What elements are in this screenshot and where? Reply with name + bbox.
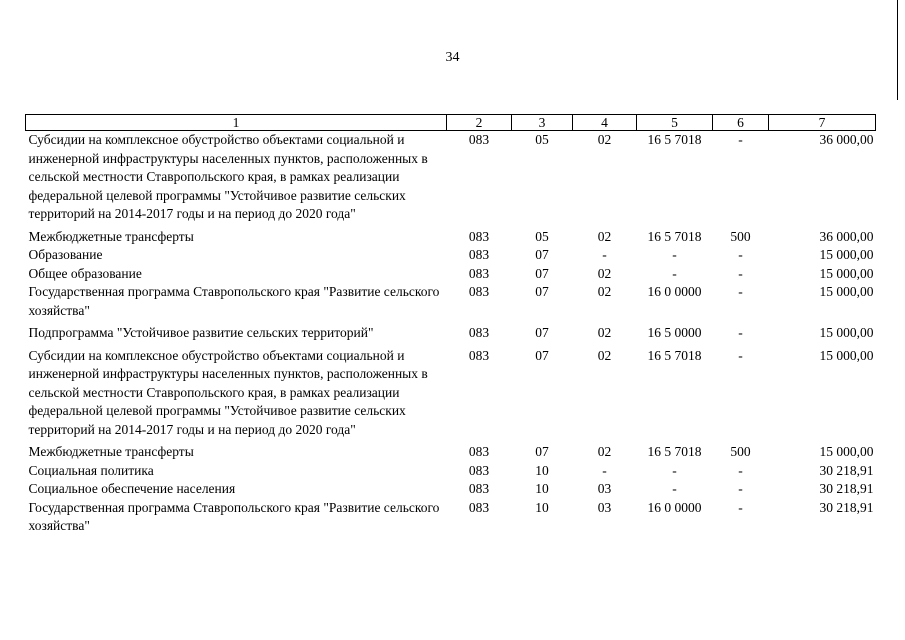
row-subsection: - [602, 462, 607, 478]
row-ministry: 083 [468, 481, 490, 496]
row-ministry: 083 [468, 132, 490, 147]
table-row [26, 462, 876, 481]
row-subsection: 02 [597, 444, 612, 459]
row-ministry: 083 [468, 462, 490, 478]
row-expense: - [738, 132, 743, 147]
header-col-7: 7 [769, 115, 876, 131]
row-section: 07 [535, 247, 549, 262]
row-amount: 30 218,91 [819, 481, 874, 496]
row-amount: 15 000,00 [819, 325, 874, 340]
header-row [26, 115, 876, 131]
row-section: 07 [535, 284, 549, 299]
table-row [26, 480, 876, 499]
row-target: 16 5 7018 [647, 444, 702, 459]
table-row [26, 443, 876, 462]
table-row [26, 324, 876, 347]
header-col-4: 4 [573, 115, 637, 131]
row-section: 07 [535, 444, 549, 459]
row-section: 07 [535, 347, 549, 363]
row-target: - [672, 265, 677, 281]
row-subsection: 03 [597, 481, 612, 496]
row-expense: - [738, 347, 743, 363]
budget-table [25, 114, 876, 536]
row-expense: - [738, 481, 743, 496]
row-ministry: 083 [468, 444, 490, 459]
row-amount: 30 218,91 [819, 499, 874, 515]
row-amount: 15 000,00 [819, 444, 874, 459]
row-name: Межбюджетные трансферты [28, 444, 194, 459]
table-row [26, 283, 876, 324]
table-row [26, 246, 876, 265]
table-row [26, 265, 876, 284]
row-subsection: 03 [597, 499, 612, 515]
row-amount: 15 000,00 [819, 247, 874, 262]
row-ministry: 083 [468, 247, 490, 262]
row-subsection: 02 [597, 265, 612, 281]
header-col-1: 1 [26, 115, 447, 131]
table-row [26, 228, 876, 247]
row-section: 05 [535, 132, 549, 147]
row-expense: - [738, 247, 743, 262]
row-name: Межбюджетные трансферты [28, 228, 194, 244]
row-section: 07 [535, 265, 549, 281]
row-target: 16 5 0000 [647, 325, 702, 340]
row-amount: 15 000,00 [819, 284, 874, 299]
row-name: Государственная программа Ставропольского края "Развитие сельского хозяйства" [28, 284, 440, 318]
row-name: Социальное обеспечение населения [28, 481, 236, 496]
row-section: 10 [535, 481, 549, 496]
row-name: Социальная политика [28, 462, 154, 478]
header-col-5: 5 [637, 115, 713, 131]
header-col-2: 2 [447, 115, 512, 131]
row-name: Образование [28, 247, 103, 262]
row-subsection: 02 [597, 284, 612, 299]
table-row [26, 499, 876, 536]
row-expense: - [738, 325, 743, 340]
row-expense: - [738, 462, 743, 478]
header-col-3: 3 [512, 115, 573, 131]
row-subsection: 02 [597, 228, 612, 244]
row-amount: 36 000,00 [819, 228, 874, 244]
row-subsection: 02 [597, 132, 612, 147]
row-target: 16 5 7018 [647, 132, 702, 147]
row-name: Субсидии на комплексное обустройство объектами социальной и инженерной инфраструктуры населенных пунктов, расположенных в сельской местности Ставропольского края, в рамках реализации федеральной целевой программы "Устойчивое развитие сельских территорий на 2014-2017 годы и на период до 2020 года" [28, 132, 428, 221]
row-ministry: 083 [468, 228, 490, 244]
row-name: Государственная программа Ставропольского края "Развитие сельского хозяйства" [28, 499, 440, 533]
row-name: Общее образование [28, 265, 142, 281]
row-amount: 36 000,00 [819, 132, 874, 147]
row-name: Субсидии на комплексное обустройство объектами социальной и инженерной инфраструктуры населенных пунктов, расположенных в сельской местности Ставропольского края, в рамках реализации федеральной целевой программы "Устойчивое развитие сельских территорий на 2014-2017 годы и на период до 2020 года" [28, 347, 428, 437]
row-ministry: 083 [468, 265, 490, 281]
row-expense: - [738, 499, 743, 515]
page-number: 34 [445, 50, 460, 65]
row-target: - [672, 481, 677, 496]
row-subsection: 02 [597, 325, 612, 340]
row-section: 10 [535, 499, 549, 515]
row-expense: 500 [730, 444, 751, 459]
row-expense: - [738, 284, 743, 299]
row-target: 16 0 0000 [647, 284, 702, 299]
row-ministry: 083 [468, 499, 490, 515]
row-ministry: 083 [468, 284, 490, 299]
row-target: - [672, 247, 677, 262]
row-section: 07 [535, 325, 549, 340]
row-expense: - [738, 265, 743, 281]
row-ministry: 083 [468, 347, 490, 363]
table-row [26, 131, 876, 228]
row-target: 16 0 0000 [647, 499, 702, 515]
row-amount: 30 218,91 [819, 462, 874, 478]
row-target: 16 5 7018 [647, 228, 702, 244]
row-subsection: - [602, 247, 607, 262]
row-target: 16 5 7018 [647, 347, 702, 363]
margin-rule [897, 0, 898, 100]
row-section: 05 [535, 228, 549, 244]
row-amount: 15 000,00 [819, 347, 874, 363]
row-name: Подпрограмма "Устойчивое развитие сельских территорий" [28, 325, 374, 340]
row-target: - [672, 462, 677, 478]
header-col-6: 6 [713, 115, 769, 131]
row-subsection: 02 [597, 347, 612, 363]
row-expense: 500 [730, 228, 751, 244]
row-ministry: 083 [468, 325, 490, 340]
table-row [26, 347, 876, 444]
row-section: 10 [535, 462, 549, 478]
row-amount: 15 000,00 [819, 265, 874, 281]
